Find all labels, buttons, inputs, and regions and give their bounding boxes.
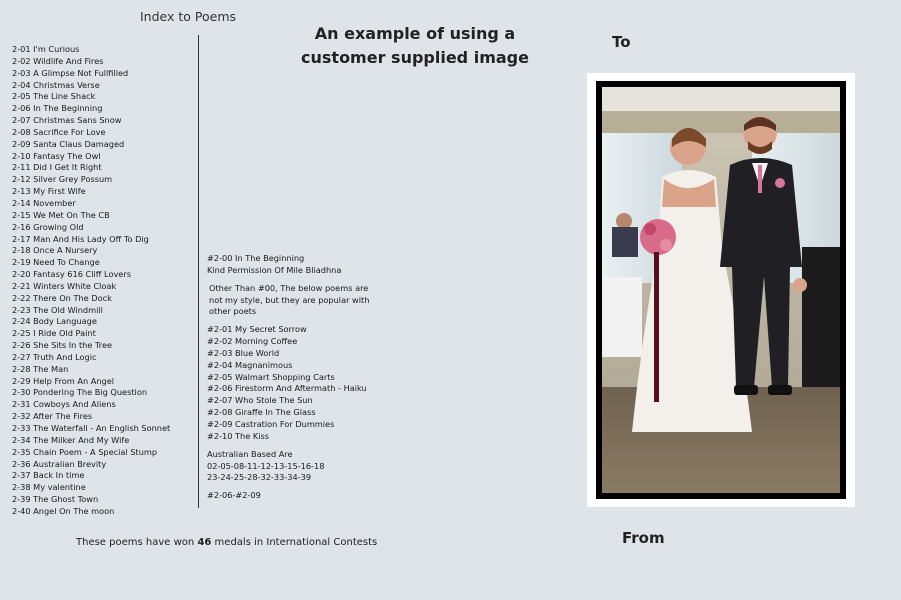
poem-list-item: 2-33 The Waterfall - An English Sonnet bbox=[12, 423, 171, 433]
to-label: To bbox=[612, 33, 631, 51]
poem-list-item: 2-11 Did I Get It Right bbox=[12, 162, 102, 173]
medals-suffix: medals in International Contests bbox=[214, 537, 378, 548]
other-poem-item: #2-04 Magnanimous bbox=[207, 359, 293, 370]
poem-list-item: 2-34 The Milker And My Wife bbox=[12, 434, 130, 445]
other-poem-item: #2-10 The Kiss bbox=[207, 430, 270, 441]
style-note: Other Than #00, The below poems are not my style, but they are popular with other poets bbox=[209, 282, 370, 317]
from-label: From bbox=[622, 529, 665, 547]
column-divider bbox=[198, 35, 199, 508]
poem-list-item: 2-13 My First Wife bbox=[12, 186, 86, 197]
poem-list-item: 2-37 Back In time bbox=[12, 470, 85, 481]
poem-list-item: 2-28 The Man bbox=[12, 363, 69, 374]
poem-list-item: 2-09 Santa Claus Damaged bbox=[12, 138, 125, 149]
poem-list-item: 2-36 Australian Brevity bbox=[12, 458, 107, 469]
poem-list-item: 2-23 The Old Windmill bbox=[12, 304, 103, 315]
wedding-photo-illustration bbox=[602, 87, 840, 493]
poem-list-item: 2-30 Pondering The Big Question bbox=[12, 387, 148, 398]
other-poem-item: #2-06 Firestorm And Aftermath - Haiku bbox=[207, 383, 367, 394]
poem-list-item: 2-27 Truth And Logic bbox=[12, 351, 97, 362]
poem-list-item: 2-08 Sacrifice For Love bbox=[12, 126, 106, 137]
poem-list-item: 2-01 I'm Curious bbox=[12, 44, 80, 54]
secondary-list-block bbox=[207, 253, 374, 502]
poem-list-item: 2-17 Man And His Lady Off To Dig bbox=[12, 233, 149, 244]
other-poem-item: #2-02 Morning Coffee bbox=[207, 336, 298, 347]
poem-list-item: 2-14 November bbox=[12, 197, 76, 208]
poem-list-item: 2-32 After The Fires bbox=[12, 411, 93, 422]
poem-list-item: 2-22 There On The Dock bbox=[12, 292, 112, 303]
australian-heading: Australian Based Are bbox=[207, 448, 293, 459]
index-title: Index to Poems bbox=[140, 9, 237, 24]
example-caption-line1: An example of using a bbox=[314, 24, 516, 43]
poem-list-item: 2-04 Christmas Verse bbox=[12, 79, 100, 90]
permission-line: Kind Permission Of Mile Bliadhna bbox=[207, 264, 342, 275]
poem-list-item: 2-20 Fantasy 616 Cliff Lovers bbox=[12, 269, 131, 280]
poem-list-item: 2-19 Need To Change bbox=[12, 257, 100, 268]
poem-list-item: 2-26 She Sits In the Tree bbox=[12, 340, 113, 351]
other-poem-item: #2-08 Giraffe In The Glass bbox=[207, 407, 316, 418]
australian-numbers-2: 23-24-25-28-32-33-34-39 bbox=[207, 472, 312, 483]
photo-frame bbox=[587, 73, 855, 507]
medals-statement bbox=[76, 537, 377, 548]
intro-poem: #2-00 In The Beginning bbox=[207, 253, 305, 263]
other-poem-item: #2-07 Who Stole The Sun bbox=[207, 395, 313, 406]
poem-list-item: 2-38 My valentine bbox=[12, 482, 86, 493]
poem-list-item: 2-18 Once A Nursery bbox=[12, 245, 98, 256]
poem-list-item: 2-02 Wildlife And Fires bbox=[12, 55, 104, 66]
poem-list-item: 2-21 Winters White Cloak bbox=[12, 280, 117, 291]
poem-list-item: 2-29 Help From An Angel bbox=[12, 375, 115, 386]
poem-list-item: 2-40 Angel On The moon bbox=[12, 505, 115, 516]
last-line: #2-06-#2-09 bbox=[207, 490, 261, 501]
other-poem-item: #2-01 My Secret Sorrow bbox=[207, 324, 307, 335]
poem-list bbox=[12, 44, 170, 518]
other-poets-list bbox=[207, 324, 374, 442]
medals-prefix: These poems have won bbox=[76, 537, 195, 548]
poem-list-item: 2-39 The Ghost Town bbox=[12, 494, 99, 505]
poem-list-item: 2-06 In The Beginning bbox=[12, 103, 103, 114]
poem-list-item: 2-12 Silver Grey Possum bbox=[12, 174, 113, 185]
poem-list-item: 2-05 The Line Shack bbox=[12, 91, 96, 102]
poem-list-item: 2-35 Chain Poem - A Special Stump bbox=[12, 446, 158, 457]
example-caption-line2: customer supplied image bbox=[301, 48, 529, 67]
australian-numbers-1: 02-05-08-11-12-13-15-16-18 bbox=[207, 460, 325, 471]
poem-list-item: 2-03 A Glimpse Not Fullfilled bbox=[12, 67, 129, 78]
other-poem-item: #2-05 Walmart Shopping Carts bbox=[207, 371, 335, 382]
poem-list-item: 2-24 Body Language bbox=[12, 316, 97, 327]
poem-list-item: 2-31 Cowboys And Aliens bbox=[12, 399, 116, 410]
other-poem-item: #2-09 Castration For Dummies bbox=[207, 418, 335, 429]
example-caption bbox=[290, 22, 540, 70]
poem-list-item: 2-07 Christmas Sans Snow bbox=[12, 115, 122, 126]
medals-count: 46 bbox=[197, 537, 212, 548]
other-poem-item: #2-03 Blue World bbox=[207, 347, 280, 358]
poem-list-item: 2-10 Fantasy The Owl bbox=[12, 150, 101, 161]
customer-photo bbox=[596, 81, 846, 499]
poem-list-item: 2-25 I Ride Old Paint bbox=[12, 328, 96, 339]
poem-list-item: 2-16 Growing Old bbox=[12, 221, 84, 232]
poem-list-item: 2-15 We Met On The CB bbox=[12, 209, 110, 220]
